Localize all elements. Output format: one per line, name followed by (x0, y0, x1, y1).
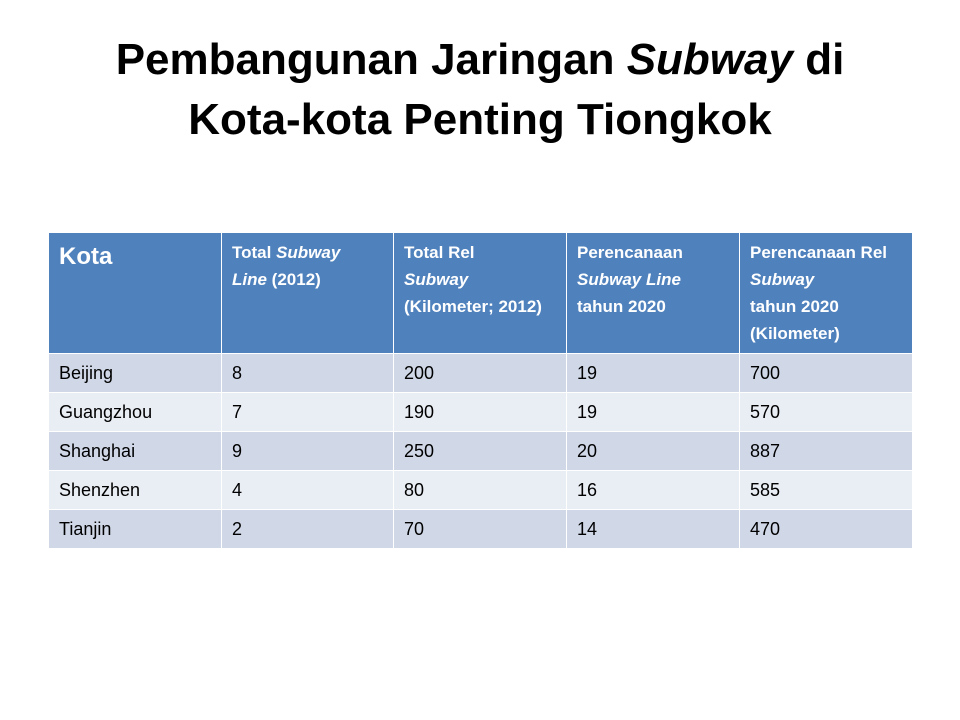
cell-kota: Shenzhen (49, 471, 222, 510)
header-perencanaan-rel-subway (740, 233, 913, 354)
title-italic-subway: Subway (626, 35, 793, 84)
header-text-italic: Subway (276, 243, 341, 262)
table-row (49, 510, 913, 549)
title-part2: di (792, 35, 845, 84)
subway-table (48, 232, 913, 549)
header-perencanaan-subway-line (567, 233, 740, 354)
table-row (49, 393, 913, 432)
slide-title (48, 30, 912, 150)
cell-total-km: 190 (394, 393, 567, 432)
title-part1: Pembangunan Jaringan (115, 35, 627, 84)
table-row (49, 471, 913, 510)
cell-plan-line: 20 (567, 432, 740, 471)
cell-plan-line: 14 (567, 510, 740, 549)
header-total-subway-line (222, 233, 394, 354)
cell-total-line: 8 (222, 354, 394, 393)
cell-plan-km: 700 (740, 354, 913, 393)
header-text: tahun 2020 (577, 297, 666, 316)
cell-total-line: 4 (222, 471, 394, 510)
header-text: Total Rel (404, 243, 475, 262)
header-text-italic: Subway Line (577, 270, 681, 289)
table-row (49, 354, 913, 393)
header-text: (Kilometer; 2012) (404, 297, 542, 316)
header-total-rel-subway (394, 233, 567, 354)
cell-kota: Shanghai (49, 432, 222, 471)
header-kota: Kota (49, 233, 222, 354)
cell-kota: Tianjin (49, 510, 222, 549)
cell-plan-line: 19 (567, 354, 740, 393)
cell-plan-km: 585 (740, 471, 913, 510)
title-line2: Kota-kota Penting Tiongkok (188, 95, 772, 144)
cell-kota: Guangzhou (49, 393, 222, 432)
header-text-italic: Subway (404, 270, 469, 289)
header-text: tahun 2020 (Kilometer) (750, 297, 840, 343)
cell-total-line: 9 (222, 432, 394, 471)
header-text: (2012) (266, 270, 321, 289)
cell-plan-line: 16 (567, 471, 740, 510)
cell-plan-km: 570 (740, 393, 913, 432)
table-row (49, 432, 913, 471)
header-text-italic: Subway (750, 270, 815, 289)
cell-plan-km: 470 (740, 510, 913, 549)
cell-total-km: 200 (394, 354, 567, 393)
cell-plan-line: 19 (567, 393, 740, 432)
header-text: Perencanaan (577, 243, 683, 262)
header-text: Total (232, 243, 277, 262)
header-text: Perencanaan Rel (750, 243, 888, 262)
cell-total-km: 250 (394, 432, 567, 471)
cell-total-km: 70 (394, 510, 567, 549)
cell-total-line: 2 (222, 510, 394, 549)
table-header-row (49, 233, 913, 354)
cell-plan-km: 887 (740, 432, 913, 471)
cell-total-km: 80 (394, 471, 567, 510)
cell-total-line: 7 (222, 393, 394, 432)
cell-kota: Beijing (49, 354, 222, 393)
header-text-italic: Line (232, 270, 267, 289)
